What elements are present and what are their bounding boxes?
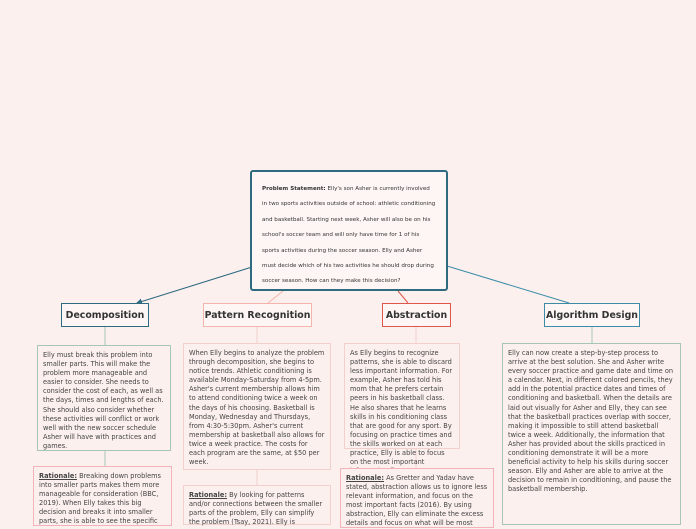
decomposition-rationale-node[interactable] — [33, 466, 172, 526]
connector-root-pattern — [268, 291, 283, 303]
root-text: Elly's son Asher is currently involved in two sports activities outside of school: athletic conditioning and basketball. Starting next week, Asher will also be on his school's soccer team and will only have time for 1 of his sports activities during the soccer season. Elly and Asher must decide which of his two activities he should drop during soccer season. How can they make this decision? — [262, 186, 436, 285]
root-node-problem-statement[interactable] — [250, 170, 448, 291]
pattern-main-text: When Elly begins to analyze the problem through decomposition, she begins to notice trends. Athletic conditioning is available Monday-Saturday from 4-5pm. Asher's current membership allows him to attend conditioning twice a week on the days of his choosing. Basketball is Monday, Wednesday and Thursdays, from 4:30-5:30pm. Asher's current membership at basketball also allows for twice a week practice. The costs for each program are the same, at $50 per week. — [189, 349, 325, 467]
decomposition-main-node[interactable] — [37, 345, 171, 451]
algorithm-main-node[interactable] — [502, 343, 681, 525]
decomposition-main-text: Elly must break this problem into smaller parts. This will make the problem more manageable and easier to consider. She needs to consider the cost of each, as well as the days, times and lengths of each. She should also consider whether these activities will conflict or work well with the new soccer schedule Asher will have with practices and games. — [43, 351, 164, 450]
decomposition-rationale-label: Rationale: — [39, 472, 77, 480]
pattern-rationale-text: By looking for patterns and/or connections between the smaller parts of the problem, Elly can simplify the problem (Tsay, 2021). Elly is — [189, 491, 323, 527]
decomposition-rationale-text: Breaking down problems into smaller parts makes them more manageable for consideration (BBC, 2019). When Elly takes this big decision and breaks it into smaller parts, she is able to see the specific — [39, 472, 161, 526]
abstraction-main-node[interactable] — [344, 343, 460, 467]
pattern-rationale-label: Rationale: — [189, 491, 227, 499]
branch-abstraction-title[interactable]: Abstraction — [382, 303, 451, 327]
connector-root-abstraction — [398, 291, 408, 303]
algorithm-main-text: Elly can now create a step-by-step process to arrive at the best solution. She and Asher write every soccer practice and game date and time on a calendar. Next, in different colored pencils, they add in the potential practice dates and times of conditioning and basketball. When the details are laid out visually for Asher and Elly, they can see that the basketball practices overlap with soccer, making it impossible to still attend basketball twice a week. Additionally, the information that Asher has provided about the skills practiced in conditioning demonstrate it will be a more beneficial activity to help his skills during soccer season. Elly and Asher are able to arrive at the decision to remain in conditioning, and pause the basketball membership. — [508, 349, 674, 494]
pattern-rationale-node[interactable] — [183, 485, 331, 525]
abstraction-rationale-label: Rationale: — [346, 474, 384, 482]
abstraction-rationale-text: As Gretter and Yadav have stated, abstraction allows us to ignore less relevant information, and focus on the most important facts (2016). By using abstraction, Elly can eliminate the excess details and focus on what will be most — [346, 474, 488, 528]
root-label: Problem Statement: — [262, 186, 326, 192]
pattern-main-node[interactable] — [183, 343, 331, 470]
abstraction-main-text: As Elly begins to recognize patterns, she is able to discard less important information. For example, Asher has told his mom that he prefers certain peers in his basketball class. He also shares that he learns skills in his conditioning class that are good for any sport. By focusing on practice times and the skills worked on at each practice, Elly is able to focus on the most important — [350, 349, 453, 467]
abstraction-rationale-node[interactable] — [340, 468, 494, 528]
branch-pattern-title[interactable]: Pattern Recognition — [203, 303, 312, 327]
connector-root-algorithm — [447, 266, 569, 303]
branch-decomposition-title[interactable]: Decomposition — [61, 303, 149, 327]
connector-root-decomposition — [137, 262, 268, 303]
branch-algorithm-title[interactable]: Algorithm Design — [544, 303, 640, 327]
